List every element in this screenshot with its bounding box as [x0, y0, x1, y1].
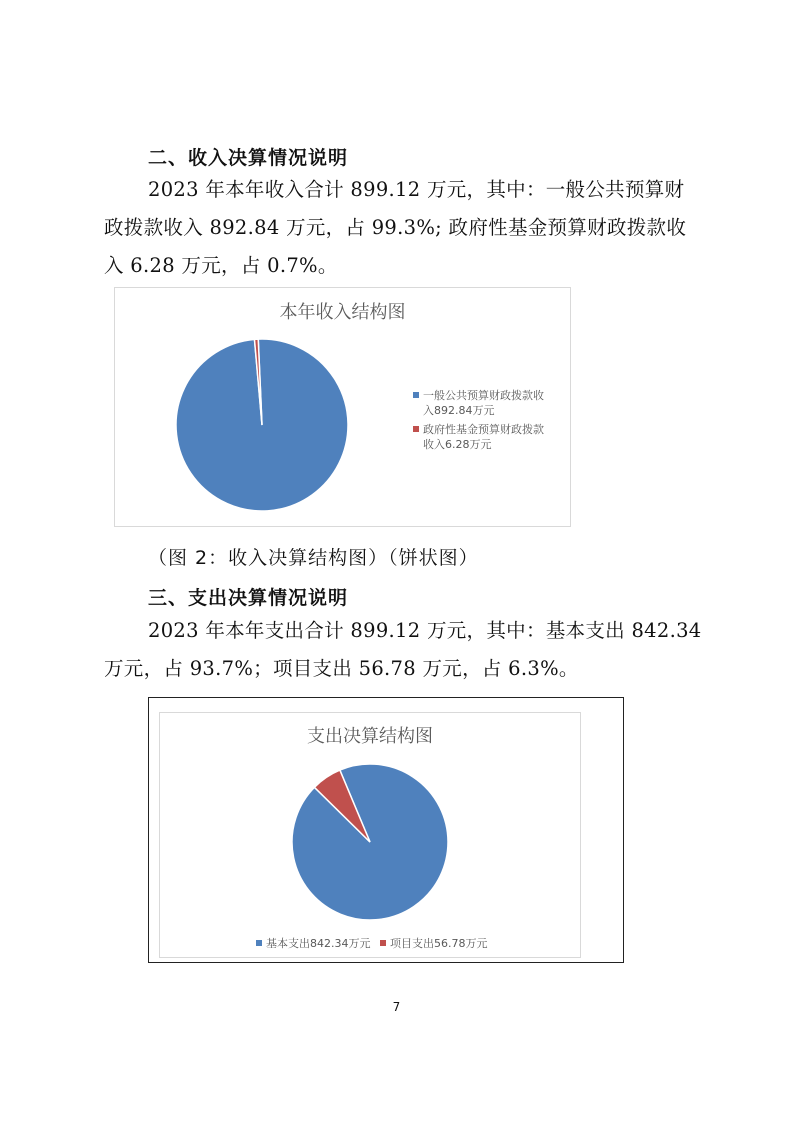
- section2-heading: 二、收入决算情况说明: [148, 147, 349, 169]
- figure-caption: （图 2：收入决算结构图）（饼状图）: [148, 547, 479, 569]
- income-legend-1b: 入892.84万元: [423, 404, 495, 417]
- section3-heading: 三、支出决算情况说明: [148, 587, 349, 609]
- expenditure-legend: [256, 936, 488, 951]
- income-chart: [114, 287, 571, 527]
- legend-swatch-blue: [413, 392, 419, 398]
- income-legend-1a: 一般公共预算财政拨款收: [423, 389, 544, 402]
- income-legend: [413, 388, 544, 452]
- expenditure-chart-title: 支出决算结构图: [307, 726, 433, 747]
- expenditure-legend-2: 项目支出56.78万元: [390, 937, 488, 950]
- expenditure-chart-frame: [148, 697, 624, 963]
- section2-line-2: 政拨款收入 892.84 万元，占 99.3%; 政府性基金预算财政拨款收: [104, 216, 687, 239]
- section3-line-2: 万元，占 93.7%；项目支出 56.78 万元，占 6.3%。: [104, 657, 579, 680]
- expenditure-legend-1: 基本支出842.34万元: [266, 937, 371, 950]
- legend-swatch-blue: [256, 940, 262, 946]
- income-legend-item-1: [413, 388, 544, 418]
- section3-line-1: 2023 年本年支出合计 899.12 万元，其中：基本支出 842.34: [148, 619, 702, 642]
- legend-swatch-red: [380, 940, 386, 946]
- section2-line-1: 2023 年本年收入合计 899.12 万元，其中：一般公共预算财: [148, 178, 685, 201]
- income-legend-2a: 政府性基金预算财政拨款: [423, 423, 544, 436]
- page-number: 7: [392, 1000, 401, 1014]
- expenditure-chart: [159, 712, 581, 958]
- income-legend-item-2: [413, 422, 544, 452]
- expenditure-pie: [160, 713, 580, 957]
- income-legend-2b: 收入6.28万元: [423, 438, 492, 451]
- income-chart-title: 本年收入结构图: [279, 302, 406, 323]
- legend-swatch-red: [413, 426, 419, 432]
- section2-line-3: 入 6.28 万元，占 0.7%。: [104, 254, 338, 277]
